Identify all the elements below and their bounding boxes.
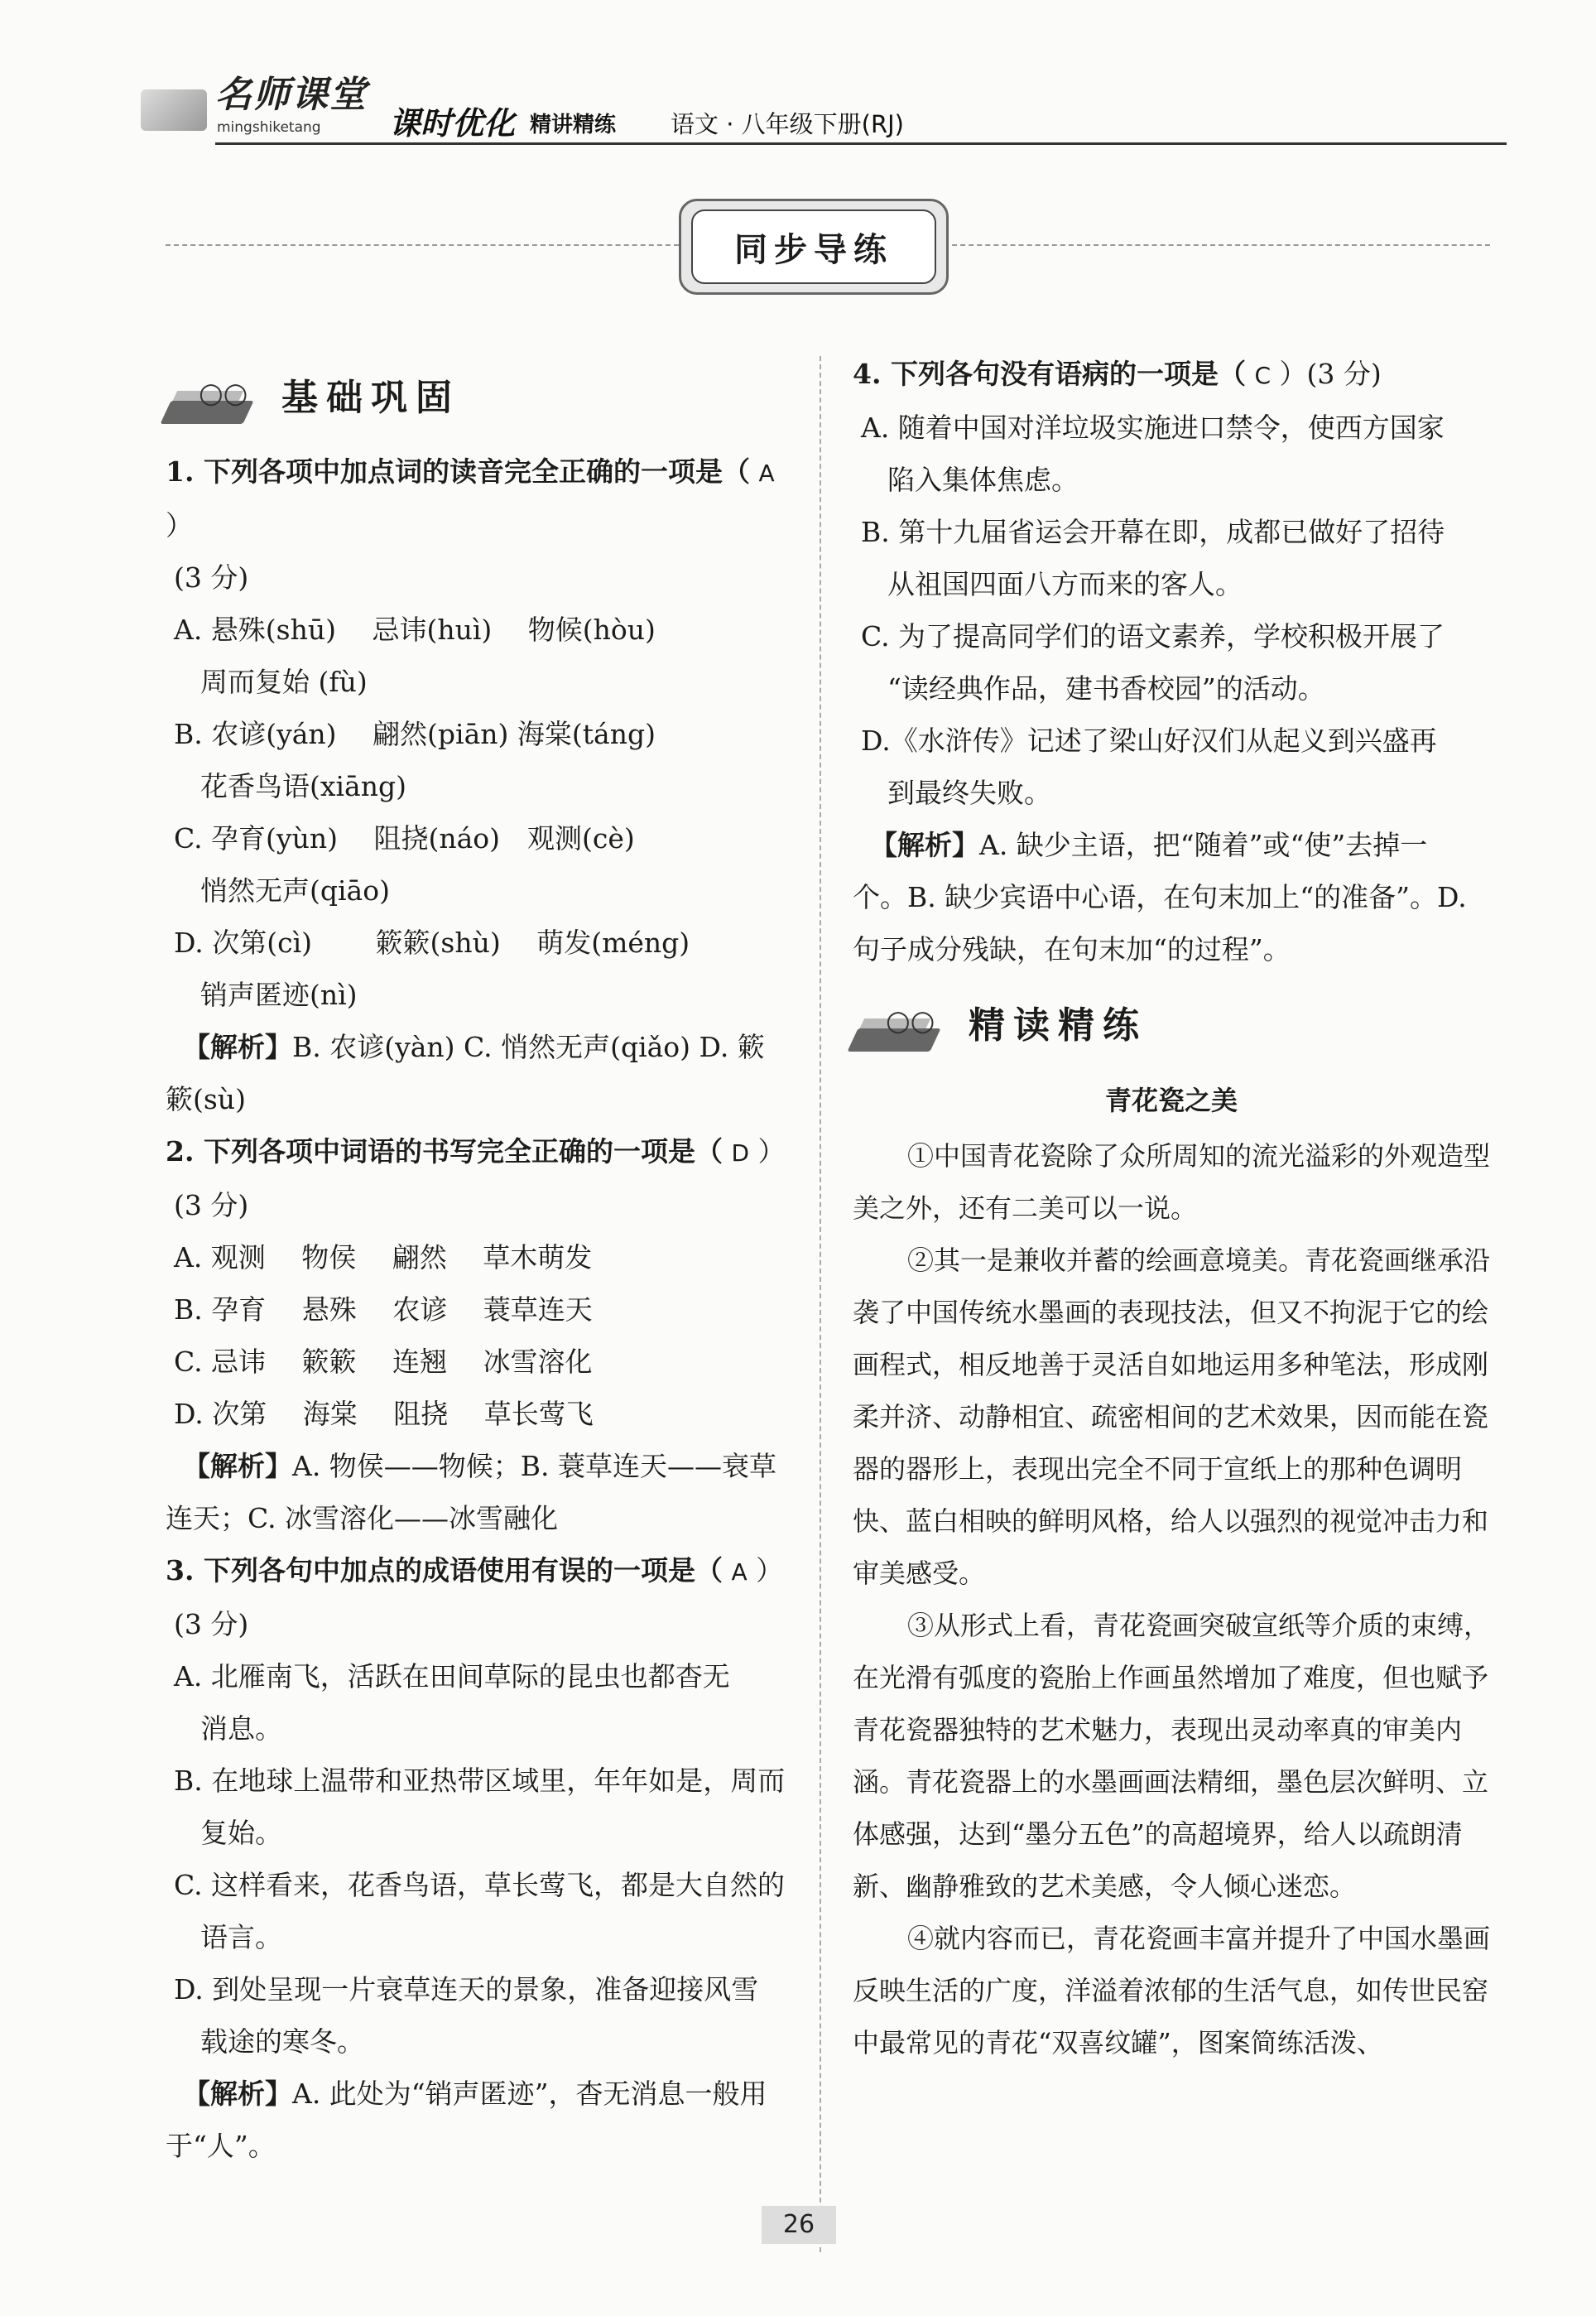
series-title: 课时优化 [389,105,516,142]
option: C. 孕育(yùn) 阻挠(náo) 观测(cè) [174,822,635,855]
points: (3 分) [174,1608,249,1640]
option-cont: 悄然无声(qiāo) [200,874,390,907]
article-paragraph: ②其一是兼收并蓄的绘画意境美。青花瓷画继承沿袭了中国传统水墨画的表现技法，但又不拘泥于它的绘画程式，相反地善于灵活自如地运用多种笔法，形成刚柔并济、动静相宜、疏密相间的艺术效果，因而能在瓷器的器形上，表现出完全不同于宣纸上的那种色调明快、蓝白相映的鲜明风格，给人以强烈的视觉冲击力和审美感受。 [853,1245,1491,1589]
answer: A [758,460,775,487]
option: B. 农谚(yán) 翩然(piān) 海棠(táng) [174,718,656,750]
points: (3 分) [174,561,249,594]
option-cont: 从祖国四面八方而来的客人。 [887,568,1243,600]
article-paragraph: ③从形式上看，青花瓷画突破宣纸等介质的束缚，在光滑有弧度的瓷胎上作画虽然增加了难度，但也赋予青花瓷器独特的艺术魅力，表现出灵动率真的审美内涵。青花瓷器上的水墨画画法精细，墨色层次鲜明、立体感强，达到“墨分五色”的高超境界，给人以疏朗清新、幽静雅致的艺术美感，令人倾心迷恋。 [853,1610,1491,1902]
option: B. 在地球上温带和亚热带区域里，年年如是，周而 [174,1765,786,1797]
question-1: 1. 下列各项中加点词的读音完全正确的一项是（ A ） [166,455,775,542]
option: C. 这样看来，花香鸟语，草长莺飞，都是大自然的 [174,1869,786,1901]
option-cont: 周而复始 (fù) [200,666,368,698]
subject-label: 语文 · 八年级下册(RJ) [671,110,904,138]
points: (3 分) [174,1189,249,1221]
banner-line-right [944,244,1490,246]
section-heading-basics [166,356,791,439]
option-cont: 载途的寒冬。 [200,2025,364,2058]
option: A. 随着中国对洋垃圾实施进口禁令，使西方国家 [861,412,1445,444]
analysis: 【解析】B. 农谚(yàn) C. 悄然无声(qiǎo) D. 簌 [182,1031,765,1063]
left-column [166,356,791,2172]
answer: D [731,1139,750,1167]
analysis-cont: 个。B. 缺少宾语中心语，在句末加上“的准备”。D. [853,881,1467,913]
analysis: 【解析】A. 缺少主语，把“随着”或“使”去掉一 [869,829,1428,861]
banner-line-left [166,244,679,246]
header-rule [215,142,1507,145]
analysis-cont: 句子成分残缺，在句末加“的过程”。 [853,933,1291,965]
series-subtitle: 精讲精练 [530,113,617,137]
option: A. 悬殊(shū) 忌讳(huì) 物候(hòu) [174,614,656,646]
option-cont: 陷入集体焦虑。 [887,464,1079,496]
answer: A [731,1558,748,1586]
option: D.《水浒传》记述了梁山好汉们从起义到兴盛再 [861,725,1437,757]
article-paragraph: ④就内容而已，青花瓷画丰富并提升了中国水墨画反映生活的广度，洋溢着浓郁的生活气息，如传世民窑中最常见的青花“双喜纹罐”，图案简练活泼、 [853,1923,1491,2058]
option: C. 为了提高同学们的语文素养，学校积极开展了 [861,620,1445,652]
column-divider [820,356,821,2252]
option: D. 到处呈现一片衰草连天的景象，准备迎接风雪 [174,1973,759,2005]
option-cont: 销声匿迹(nì) [200,979,358,1011]
section-title: 基础巩固 [281,376,460,419]
section-heading-reading [853,984,1490,1067]
article-paragraph: ①中国青花瓷除了众所周知的流光溢彩的外观造型美之外，还有二美可以一说。 [853,1140,1491,1224]
option-cont: “读经典作品，建书香校园”的活动。 [887,672,1325,705]
question-2: 2. 下列各项中词语的书写完全正确的一项是（ D ） [166,1135,786,1168]
analysis: 【解析】A. 物侯——物候；B. 蓑草连天——衰草 [182,1450,777,1482]
analysis-cont: 连天；C. 冰雪溶化——冰雪融化 [166,1502,559,1534]
page-header [141,58,1498,157]
article-title: 青花瓷之美 [1104,1085,1238,1116]
analysis-cont: 簌(sù) [166,1083,246,1115]
section-banner [679,199,949,295]
option-cont: 到最终失败。 [887,777,1051,809]
option-cont: 语言。 [200,1921,282,1953]
brand-logo: 名师课堂 [215,74,368,116]
option: A. 北雁南飞，活跃在田间草际的昆虫也都杳无 [174,1660,730,1692]
option-cont: 花香鸟语(xiāng) [200,770,406,802]
option: A. 观测 物侯 翩然 草木萌发 [174,1241,593,1274]
open-book-glasses-icon: ○○ [853,992,944,1058]
section-title: 精读精练 [969,1004,1147,1047]
question-3: 3. 下列各句中加点的成语使用有误的一项是（ A ） [166,1554,784,1587]
option: C. 忌讳 簌簌 连翘 冰雪溶化 [174,1346,593,1378]
option: B. 第十九届省运会开幕在即，成都已做好了招待 [861,516,1445,548]
option-cont: 复始。 [200,1817,282,1849]
option: B. 孕育 悬殊 农谚 蓑草连天 [174,1293,593,1326]
analysis-cont: 于“人”。 [166,2130,276,2162]
logo-book-icon [141,89,207,131]
option: D. 次第(cì) 簌簌(shù) 萌发(méng) [174,927,690,959]
open-book-glasses-icon: ○○ [166,364,257,431]
banner-title: 同步导练 [691,209,936,284]
analysis: 【解析】A. 此处为“销声匿迹”，杳无消息一般用 [182,2078,767,2110]
option: D. 次第 海棠 阻挠 草长莺飞 [174,1398,594,1430]
answer: C [1254,362,1272,389]
brand-pinyin: mingshiketang [217,119,321,136]
option-cont: 消息。 [200,1712,282,1745]
page-number: 26 [762,2206,836,2244]
question-4: 4. 下列各句没有语病的一项是（ C ）(3 分) [853,358,1382,390]
right-column [853,348,1490,2069]
